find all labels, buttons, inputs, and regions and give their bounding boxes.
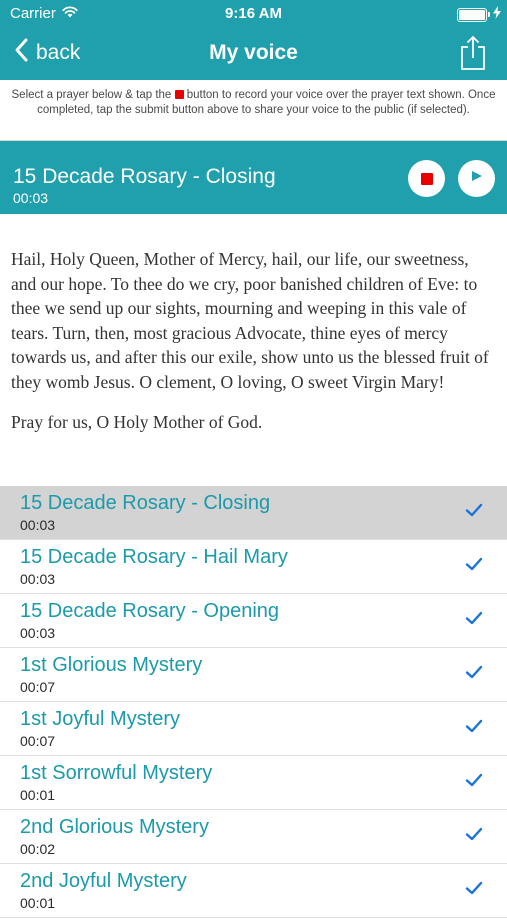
prayer-paragraph: Pray for us, O Holy Mother of God. bbox=[11, 412, 263, 432]
recording-name: 1st Joyful Mystery bbox=[20, 708, 181, 730]
recording-name: 15 Decade Rosary - Opening bbox=[20, 600, 280, 622]
recording-name: 15 Decade Rosary - Closing bbox=[20, 492, 271, 514]
recording-row[interactable] bbox=[0, 702, 507, 756]
recording-duration: 00:01 bbox=[20, 787, 56, 803]
recording-duration: 00:01 bbox=[20, 895, 56, 911]
carrier-label: Carrier bbox=[10, 5, 56, 22]
player-title: 15 Decade Rosary - Closing bbox=[13, 165, 276, 188]
status-bar bbox=[0, 0, 507, 28]
checkmark-icon bbox=[465, 719, 483, 738]
player-time: 00:03 bbox=[13, 190, 49, 206]
recording-list bbox=[0, 486, 507, 911]
back-label: back bbox=[36, 40, 81, 64]
recording-duration: 00:03 bbox=[20, 517, 56, 533]
record-stop-icon bbox=[421, 173, 433, 185]
recording-duration: 00:03 bbox=[20, 625, 56, 641]
share-button[interactable] bbox=[459, 35, 487, 76]
charging-bolt-icon bbox=[493, 6, 501, 23]
battery-status bbox=[457, 6, 501, 23]
recording-duration: 00:02 bbox=[20, 841, 56, 857]
recording-duration: 00:07 bbox=[20, 679, 56, 695]
record-square-icon bbox=[175, 90, 184, 99]
prayer-paragraph: Hail, Holy Queen, Mother of Mercy, hail, our life, our sweetness, and our hope. To thee do we cry, poor banished children of Eve: to thee we send up our sights, mourning and weeping in this vale of tears. Turn, then, most gracious Advocate, thine eyes of mercy towards us, and after this our exile, show unto us the blessed fruit of they womb Jesus. O clement, O loving, O sweet Virgin Mary! bbox=[11, 249, 489, 392]
checkmark-icon bbox=[465, 611, 483, 630]
recording-duration: 00:03 bbox=[20, 571, 56, 587]
share-icon bbox=[459, 58, 487, 75]
recording-duration: 00:07 bbox=[20, 733, 56, 749]
page-title: My voice bbox=[209, 41, 298, 64]
status-time: 9:16 AM bbox=[225, 5, 282, 22]
battery-icon bbox=[457, 8, 487, 22]
instructions-before: Select a prayer below & tap the bbox=[11, 89, 172, 101]
recording-row[interactable] bbox=[0, 648, 507, 702]
chevron-left-icon bbox=[14, 38, 28, 67]
prayer-text bbox=[0, 214, 507, 486]
checkmark-icon bbox=[465, 557, 483, 576]
recording-row[interactable] bbox=[0, 864, 507, 918]
recording-row[interactable] bbox=[0, 810, 507, 864]
recording-name: 1st Glorious Mystery bbox=[20, 654, 203, 676]
play-icon bbox=[470, 169, 484, 188]
recording-name: 2nd Joyful Mystery bbox=[20, 870, 187, 892]
record-button[interactable] bbox=[408, 160, 445, 197]
recording-row[interactable] bbox=[0, 594, 507, 648]
recording-row[interactable] bbox=[0, 756, 507, 810]
checkmark-icon bbox=[465, 881, 483, 900]
back-button[interactable] bbox=[14, 38, 80, 67]
play-button[interactable] bbox=[458, 160, 495, 197]
instructions-after: button to record your voice over the prayer text shown. Once completed, tap the submit button above to share your voice to the public (if selected). bbox=[37, 89, 496, 116]
recording-name: 2nd Glorious Mystery bbox=[20, 816, 209, 838]
checkmark-icon bbox=[465, 827, 483, 846]
recording-name: 15 Decade Rosary - Hail Mary bbox=[20, 546, 288, 568]
instructions-text bbox=[0, 80, 507, 141]
recording-name: 1st Sorrowful Mystery bbox=[20, 762, 213, 784]
recording-row[interactable] bbox=[0, 540, 507, 594]
checkmark-icon bbox=[465, 665, 483, 684]
checkmark-icon bbox=[465, 503, 483, 522]
recording-player bbox=[0, 141, 507, 214]
recording-row[interactable] bbox=[0, 486, 507, 540]
checkmark-icon bbox=[465, 773, 483, 792]
navigation-bar bbox=[0, 28, 507, 80]
